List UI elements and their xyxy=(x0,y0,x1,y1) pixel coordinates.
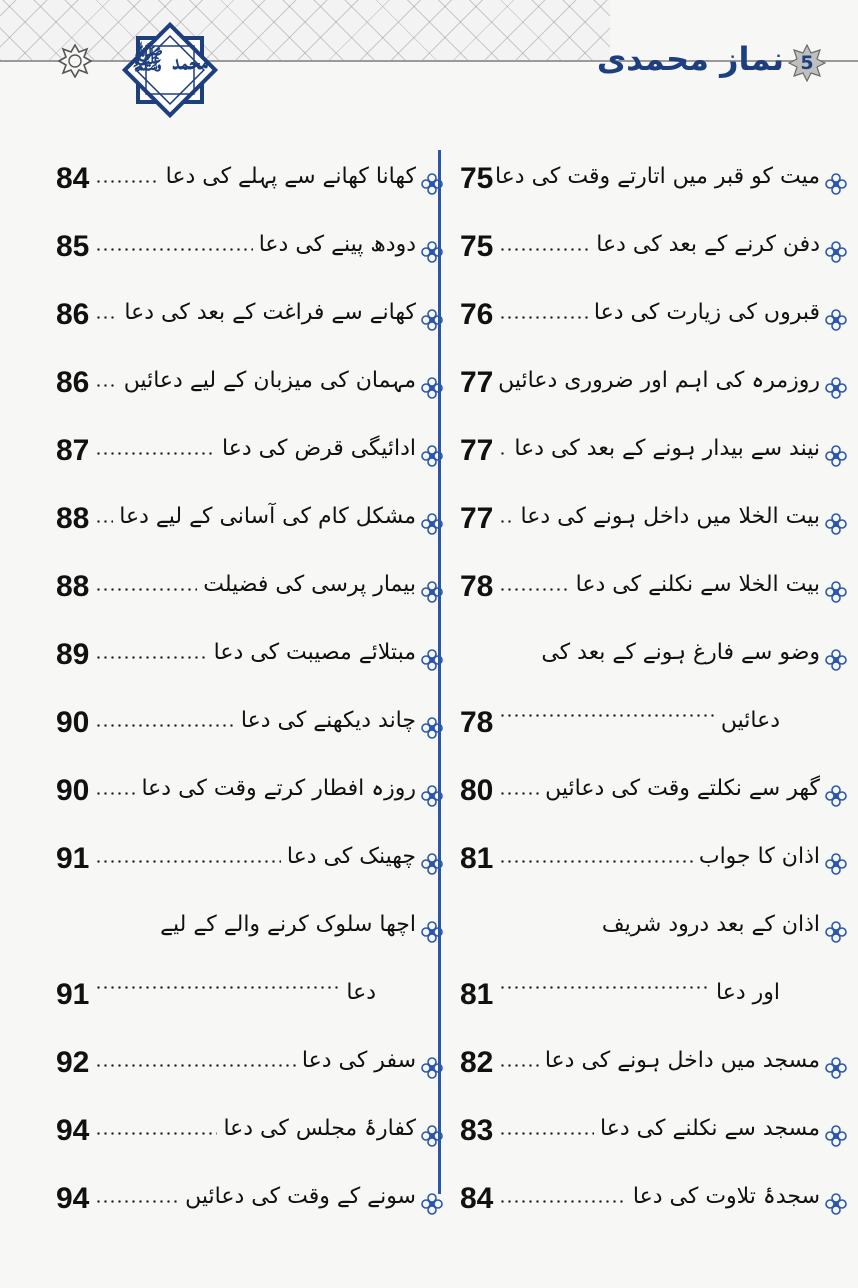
toc-entry-title: مسجد سے نکلنے کی دعا xyxy=(600,1116,820,1141)
toc-entry-title: وضو سے فارغ ہونے کے بعد کی xyxy=(541,640,820,665)
toc-entry[interactable] xyxy=(448,150,848,218)
toc-entry-title: دعائیں xyxy=(720,708,780,733)
toc-page-number: 85 xyxy=(56,230,90,263)
toc-entry[interactable] xyxy=(448,956,848,1034)
toc-entry-title: اچھا سلوک کرنے والے کے لیے xyxy=(160,912,416,937)
toc-page-number: 81 xyxy=(460,978,494,1011)
toc-entry[interactable] xyxy=(44,286,444,354)
toc-entry-title: سفر کی دعا xyxy=(301,1048,416,1073)
toc-entry-title: ادائیگی قرض کی دعا xyxy=(222,436,416,461)
toc-page-number: 80 xyxy=(460,774,494,807)
toc-page-number: 90 xyxy=(56,706,90,739)
flower-icon xyxy=(824,920,848,944)
toc-page-number: 91 xyxy=(56,842,90,875)
flower-icon xyxy=(420,580,444,604)
toc-entry-title: چاند دیکھنے کی دعا xyxy=(240,708,416,733)
leader-dots xyxy=(499,1132,594,1135)
toc-entry-title: سونے کے وقت کی دعائیں xyxy=(185,1184,416,1209)
toc-entry-title: دفن کرنے کے بعد کی دعا xyxy=(596,232,820,257)
leader-dots xyxy=(499,452,508,455)
toc-entry[interactable] xyxy=(448,684,848,762)
flower-icon xyxy=(824,784,848,808)
leader-dots xyxy=(95,1132,217,1135)
toc-page-number: 81 xyxy=(460,842,494,875)
flower-icon xyxy=(824,172,848,196)
toc-entry-title: کھانے سے فراغت کے بعد کی دعا xyxy=(124,300,416,325)
toc-entry-title: مہمان کی میزبان کے لیے دعائیں xyxy=(123,368,416,393)
toc-page-number: 75 xyxy=(460,162,494,195)
leader-dots xyxy=(95,724,235,727)
flower-icon xyxy=(824,1056,848,1080)
toc-page-number: 94 xyxy=(56,1182,90,1215)
toc-entry[interactable] xyxy=(448,626,848,684)
leader-dots xyxy=(95,1064,296,1067)
toc-entry-title: سجدۂ تلاوت کی دعا xyxy=(632,1184,820,1209)
leader-dots xyxy=(95,588,197,591)
toc-entry[interactable] xyxy=(44,490,444,558)
toc-entry-title: مشکل کام کی آسانی کے لیے دعا xyxy=(119,504,416,529)
toc-page-number: 75 xyxy=(460,230,494,263)
toc-entry[interactable] xyxy=(44,626,444,694)
leader-dots xyxy=(95,248,253,251)
toc-page-number: 86 xyxy=(56,298,90,331)
toc-entry-title: اور دعا xyxy=(716,980,780,1005)
page-number: 5 xyxy=(800,52,814,74)
flower-icon xyxy=(824,512,848,536)
toc-entry-title: بیت الخلا میں داخل ہونے کی دعا xyxy=(520,504,820,529)
toc-entry-title: قبروں کی زیارت کی دعا xyxy=(593,300,820,325)
toc-entry-title: روزمرہ کی اہم اور ضروری دعائیں xyxy=(498,368,820,393)
toc-entry-title: مبتلائے مصیبت کی دعا xyxy=(213,640,416,665)
toc-entry-title: چھینک کی دعا xyxy=(286,844,416,869)
rosette-icon xyxy=(58,44,92,78)
toc-entry[interactable] xyxy=(448,762,848,830)
toc-page-number: 76 xyxy=(460,298,494,331)
toc-entry-title: گھر سے نکلتے وقت کی دعائیں xyxy=(545,776,820,801)
toc-page-number: 88 xyxy=(56,502,90,535)
toc-entry[interactable] xyxy=(44,150,444,218)
leader-dots xyxy=(499,520,514,523)
toc-page-number: 84 xyxy=(56,162,90,195)
toc-entry[interactable] xyxy=(448,286,848,354)
toc-entry-title: روزہ افطار کرتے وقت کی دعا xyxy=(141,776,416,801)
toc-entry-title: دعا xyxy=(346,980,376,1005)
flower-icon xyxy=(420,716,444,740)
toc-page-number: 87 xyxy=(56,434,90,467)
flower-icon xyxy=(420,376,444,400)
leader-dots xyxy=(499,1064,539,1067)
toc-entry[interactable] xyxy=(44,218,444,286)
flower-icon xyxy=(420,852,444,876)
leader-dots xyxy=(95,986,340,989)
flower-icon xyxy=(824,240,848,264)
toc-page-number: 92 xyxy=(56,1046,90,1079)
toc-page-number: 89 xyxy=(56,638,90,671)
leader-dots xyxy=(499,1200,627,1203)
toc-entry-title: نیند سے بیدار ہونے کے بعد کی دعا xyxy=(514,436,820,461)
toc-entry[interactable] xyxy=(448,830,848,898)
toc-entry-title: دودھ پینے کی دعا xyxy=(258,232,416,257)
toc-page-number: 84 xyxy=(460,1182,494,1215)
leader-dots xyxy=(95,520,113,523)
toc-page-number: 77 xyxy=(460,502,494,535)
leader-dots xyxy=(95,656,208,659)
toc-entry[interactable] xyxy=(44,1170,444,1238)
book-title: نماز محمدی xyxy=(596,40,784,78)
toc-entry[interactable] xyxy=(448,1034,848,1102)
toc-entry[interactable] xyxy=(448,490,848,558)
leader-dots xyxy=(95,452,216,455)
flower-icon xyxy=(824,580,848,604)
toc-entry[interactable] xyxy=(44,898,444,956)
leader-dots xyxy=(95,180,160,183)
flower-icon xyxy=(420,648,444,672)
leader-dots xyxy=(499,860,693,863)
toc-page-number: 90 xyxy=(56,774,90,807)
toc-entry[interactable] xyxy=(448,898,848,956)
toc-page-number: 78 xyxy=(460,706,494,739)
toc-page-number: 86 xyxy=(56,366,90,399)
toc-entry-title: میت کو قبر میں اتارتے وقت کی دعا xyxy=(494,164,820,189)
leader-dots xyxy=(499,714,715,717)
toc-entry[interactable] xyxy=(44,422,444,490)
flower-icon xyxy=(420,920,444,944)
leader-dots xyxy=(499,248,590,251)
flower-icon xyxy=(420,172,444,196)
flower-icon xyxy=(420,444,444,468)
flower-icon xyxy=(824,376,848,400)
leader-dots xyxy=(499,986,710,989)
flower-icon xyxy=(420,512,444,536)
toc-entry[interactable] xyxy=(44,354,444,422)
leader-dots xyxy=(499,588,570,591)
toc-column-left xyxy=(44,150,444,1238)
leader-dots xyxy=(95,792,135,795)
toc-page-number: 77 xyxy=(460,366,494,399)
toc-entry[interactable] xyxy=(448,558,848,626)
emblem-calligraphy: محمد ﷺ xyxy=(132,46,208,76)
leader-dots xyxy=(95,316,118,319)
flower-icon xyxy=(420,308,444,332)
toc-entry-title: کھانا کھانے سے پہلے کی دعا xyxy=(165,164,416,189)
toc-entry[interactable] xyxy=(44,1102,444,1170)
toc-entry[interactable] xyxy=(44,762,444,830)
toc-entry-title: بیمار پرسی کی فضیلت xyxy=(203,572,416,597)
toc-column-right xyxy=(448,150,848,1238)
toc-entry[interactable] xyxy=(44,694,444,762)
flower-icon xyxy=(824,308,848,332)
leader-dots xyxy=(95,384,118,387)
leader-dots xyxy=(95,1200,179,1203)
toc-entry[interactable] xyxy=(44,956,444,1034)
toc-page-number: 78 xyxy=(460,570,494,603)
toc-entry[interactable] xyxy=(44,1034,444,1102)
flower-icon xyxy=(824,444,848,468)
toc-entry[interactable] xyxy=(448,422,848,490)
flower-icon xyxy=(420,1192,444,1216)
toc-entry[interactable] xyxy=(44,830,444,898)
toc-entry[interactable] xyxy=(448,1102,848,1170)
flower-icon xyxy=(420,1056,444,1080)
toc-entry[interactable] xyxy=(448,354,848,422)
toc-entry[interactable] xyxy=(448,1170,848,1238)
toc-page-number: 88 xyxy=(56,570,90,603)
flower-icon xyxy=(824,852,848,876)
toc-entry-title: بیت الخلا سے نکلنے کی دعا xyxy=(575,572,820,597)
toc-page-number: 82 xyxy=(460,1046,494,1079)
flower-icon xyxy=(824,1124,848,1148)
flower-icon xyxy=(420,240,444,264)
toc-entry[interactable] xyxy=(448,218,848,286)
toc-page-number: 94 xyxy=(56,1114,90,1147)
toc-page-number: 77 xyxy=(460,434,494,467)
flower-icon xyxy=(420,784,444,808)
leader-dots xyxy=(499,316,588,319)
toc-page-number: 91 xyxy=(56,978,90,1011)
flower-icon xyxy=(824,1192,848,1216)
toc-page-number: 83 xyxy=(460,1114,494,1147)
toc-entry-title: کفارۂ مجلس کی دعا xyxy=(223,1116,416,1141)
leader-dots xyxy=(499,792,539,795)
toc-entry-title: اذان کا جواب xyxy=(698,844,820,869)
flower-icon xyxy=(824,648,848,672)
leader-dots xyxy=(95,860,281,863)
toc-entry-title: اذان کے بعد درود شریف xyxy=(601,912,820,937)
flower-icon xyxy=(420,1124,444,1148)
toc-entry[interactable] xyxy=(44,558,444,626)
toc-entry-title: مسجد میں داخل ہونے کی دعا xyxy=(544,1048,820,1073)
